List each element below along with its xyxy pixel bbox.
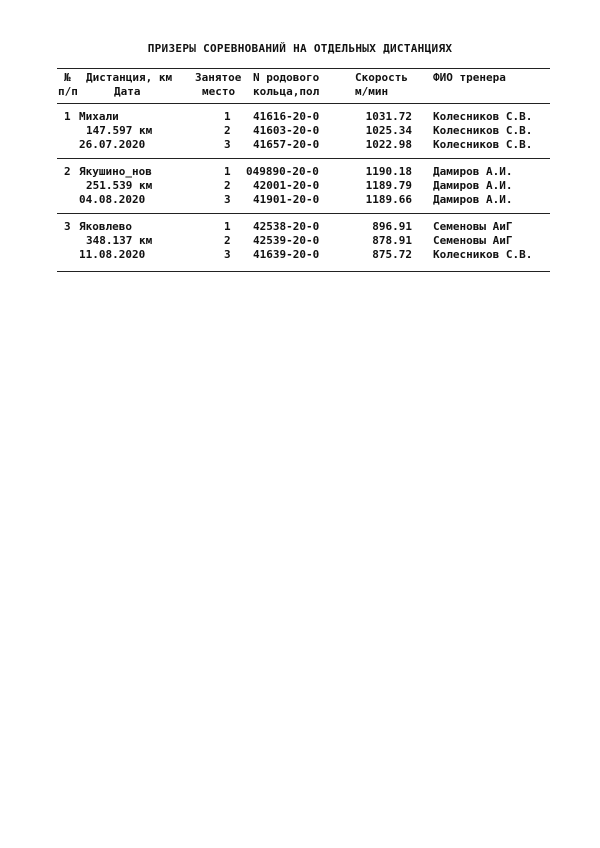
row-ring: 41639-20-0 bbox=[253, 248, 320, 261]
row-place: 1 bbox=[224, 110, 231, 123]
row-place: 1 bbox=[224, 165, 231, 178]
row-ring: 41603-20-0 bbox=[253, 124, 320, 137]
row-trainer: Колесников С.В. bbox=[433, 124, 533, 137]
header-ring-line2: кольца,пол bbox=[253, 85, 320, 98]
row-speed: 1025.34 bbox=[365, 124, 412, 137]
group-date: 04.08.2020 bbox=[79, 193, 146, 206]
header-num-line2: п/п bbox=[58, 85, 78, 98]
header-speed-line2: м/мин bbox=[355, 85, 389, 98]
row-trainer: Семеновы АиГ bbox=[433, 220, 513, 233]
row-trainer: Семеновы АиГ bbox=[433, 234, 513, 247]
header-place-line1: Занятое bbox=[195, 71, 242, 84]
row-place: 3 bbox=[224, 248, 231, 261]
group-date: 11.08.2020 bbox=[79, 248, 146, 261]
group-separator-rule bbox=[57, 213, 550, 214]
row-trainer: Дамиров А.И. bbox=[433, 179, 513, 192]
row-speed: 1031.72 bbox=[365, 110, 412, 123]
row-ring: 42539-20-0 bbox=[253, 234, 320, 247]
row-speed: 1189.66 bbox=[365, 193, 412, 206]
row-ring: 41901-20-0 bbox=[253, 193, 320, 206]
header-bottom-rule bbox=[57, 103, 550, 104]
row-trainer: Дамиров А.И. bbox=[433, 165, 513, 178]
group-separator-rule bbox=[57, 158, 550, 159]
row-place: 2 bbox=[224, 124, 231, 137]
group-number: 2 bbox=[64, 165, 71, 178]
group-date: 26.07.2020 bbox=[79, 138, 146, 151]
row-speed: 1022.98 bbox=[365, 138, 412, 151]
row-trainer: Дамиров А.И. bbox=[433, 193, 513, 206]
row-trainer: Колесников С.В. bbox=[433, 138, 533, 151]
header-top-rule bbox=[57, 68, 550, 69]
header-distance-line1: Дистанция, км bbox=[86, 71, 173, 84]
header-trainer: ФИО тренера bbox=[433, 71, 506, 84]
row-place: 2 bbox=[224, 234, 231, 247]
table-bottom-rule bbox=[57, 271, 550, 272]
group-distance: 147.597 км bbox=[86, 124, 153, 137]
header-distance-line2: Дата bbox=[114, 85, 141, 98]
row-ring: 42001-20-0 bbox=[253, 179, 320, 192]
group-distance: 348.137 км bbox=[86, 234, 153, 247]
header-place-line2: место bbox=[202, 85, 236, 98]
group-distance: 251.539 км bbox=[86, 179, 153, 192]
header-speed-line1: Скорость bbox=[355, 71, 408, 84]
row-place: 2 bbox=[224, 179, 231, 192]
row-speed: 1190.18 bbox=[365, 165, 412, 178]
header-ring-line1: N родового bbox=[253, 71, 320, 84]
row-place: 3 bbox=[224, 193, 231, 206]
group-name: Михали bbox=[79, 110, 119, 123]
row-speed: 878.91 bbox=[372, 234, 412, 247]
row-ring: 41616-20-0 bbox=[253, 110, 320, 123]
row-trainer: Колесников С.В. bbox=[433, 110, 533, 123]
group-number: 3 bbox=[64, 220, 71, 233]
row-ring: 41657-20-0 bbox=[253, 138, 320, 151]
document-title: ПРИЗЕРЫ СОРЕВНОВАНИЙ НА ОТДЕЛЬНЫХ ДИСТАНЦИЯХ bbox=[147, 42, 453, 55]
row-ring: 049890-20-0 bbox=[246, 165, 319, 178]
row-trainer: Колесников С.В. bbox=[433, 248, 533, 261]
group-number: 1 bbox=[64, 110, 71, 123]
row-place: 3 bbox=[224, 138, 231, 151]
row-speed: 1189.79 bbox=[365, 179, 412, 192]
row-place: 1 bbox=[224, 220, 231, 233]
row-speed: 896.91 bbox=[372, 220, 412, 233]
row-speed: 875.72 bbox=[372, 248, 412, 261]
row-ring: 42538-20-0 bbox=[253, 220, 320, 233]
group-name: Якушино_нов bbox=[79, 165, 152, 178]
group-name: Яковлево bbox=[79, 220, 132, 233]
header-num-line1: № bbox=[64, 71, 71, 84]
